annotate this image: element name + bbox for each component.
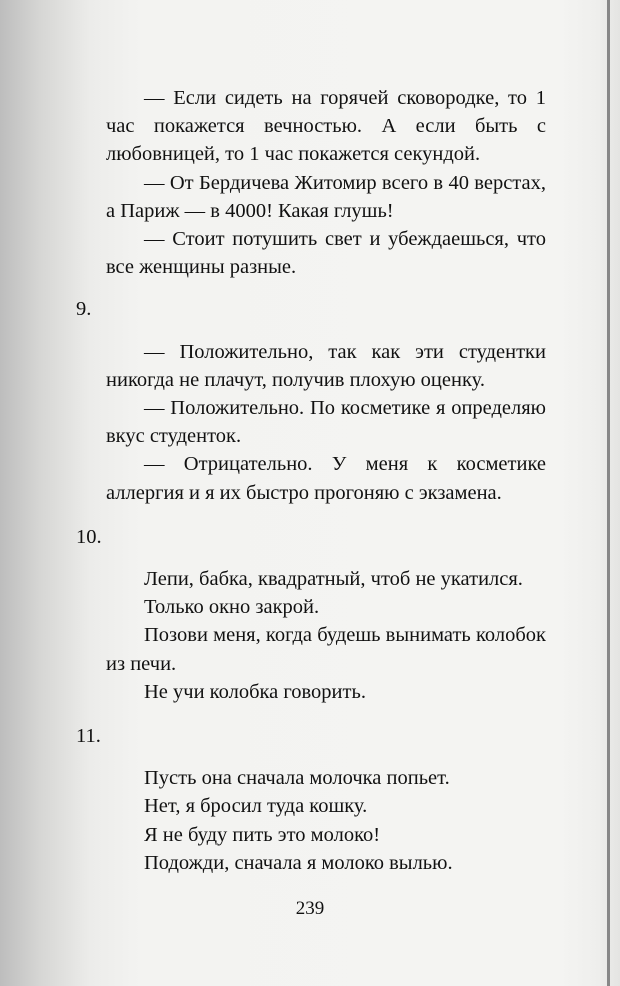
page-number: 239: [295, 898, 325, 919]
paragraph: Я не буду пить это молоко!: [144, 823, 381, 846]
paragraph: — Положительно. По косметике я определяю вкус студенток.: [106, 397, 546, 448]
paragraph: Только окно закрой.: [144, 596, 320, 619]
item-number: 11.: [76, 725, 101, 748]
paragraph: Нет, я бросил туда кошку.: [144, 795, 368, 818]
paragraph: — Отрицательно. У меня к косметике аллергия и я их быстро прогоняю с экзамена.: [106, 453, 546, 504]
spacer: [106, 324, 546, 338]
item-number: 9.: [76, 298, 92, 321]
paragraph: — Если сидеть на горячей сковородке, то 1 час покажется вечностью. А если быть с любовницей, то 1 час покажется секундой.: [106, 87, 546, 166]
paragraph: — Стоит потушить свет и убеждаешься, что все женщины разные.: [106, 228, 546, 279]
paragraph: — Положительно, так как эти студентки никогда не плачут, получив плохую оценку.: [106, 340, 546, 391]
item-number: 10.: [76, 525, 102, 548]
paragraph: Лепи, бабка, квадратный, чтоб не укатился.: [144, 568, 523, 591]
paragraph: Позови меня, когда будешь вынимать колобок из печи.: [106, 624, 546, 675]
page-edge-line: [607, 0, 610, 986]
spacer: [106, 507, 546, 523]
spacer: [106, 750, 546, 764]
paragraph: Пусть она сначала молочка попьет.: [144, 767, 450, 790]
paragraph: Не учи колобка говорить.: [144, 680, 366, 703]
page-text: [76, 84, 546, 877]
paragraph: — От Бердичева Житомир всего в 40 верстах, а Париж — в 4000! Какая глушь!: [106, 171, 546, 222]
spacer: [106, 281, 546, 295]
spacer: [106, 706, 546, 722]
spacer: [106, 551, 546, 565]
paragraph: Подожди, сначала я молоко вылью.: [144, 851, 453, 874]
